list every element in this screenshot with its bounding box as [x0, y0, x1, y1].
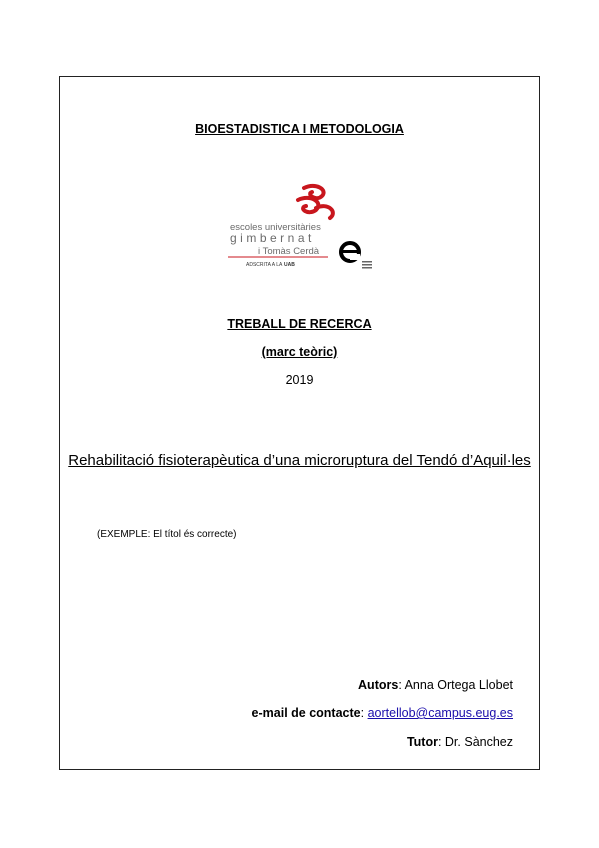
logo-adscrita: ADSCRITA A LA — [246, 262, 283, 268]
cover-border — [59, 76, 540, 770]
email-line: e-mail de contacte: aortellob@campus.eug.es — [251, 706, 513, 720]
gimbernat-logo — [228, 182, 372, 274]
year: 2019 — [285, 373, 314, 387]
work-subtitle: (marc teòric) — [261, 345, 338, 359]
authors-line: Autors: Anna Ortega Llobet — [358, 678, 513, 692]
tutor-label: Tutor — [406, 735, 438, 749]
authors-value: Anna Ortega Llobet — [404, 678, 513, 692]
gimbernat-logo-mark — [228, 182, 372, 274]
authors-label: Autors — [358, 678, 399, 692]
logo-line-3: i Tomàs Cerdà — [258, 246, 320, 257]
tutor-value: Dr. Sànchez — [444, 735, 513, 749]
email-label: e-mail de contacte — [251, 706, 361, 720]
work-type: TREBALL DE RECERCA — [227, 317, 372, 331]
thesis-title: Rehabilitació fisioterapèutica d’una microruptura del Tendó d’Aquil·les — [68, 452, 531, 469]
email-link[interactable]: aortellob@campus.eug.es — [367, 706, 513, 720]
logo-uab: UAB — [284, 262, 295, 268]
logo-line-2: gimbernat — [230, 231, 315, 245]
e-logo-icon — [341, 243, 372, 269]
logo-line-1: escoles universitàries — [230, 222, 321, 233]
tutor-line: Tutor: Dr. Sànchez — [406, 735, 513, 749]
subject-heading: BIOESTADISTICA I METODOLOGIA — [195, 122, 404, 136]
example-note: (EXEMPLE: El títol és correcte) — [97, 529, 237, 540]
